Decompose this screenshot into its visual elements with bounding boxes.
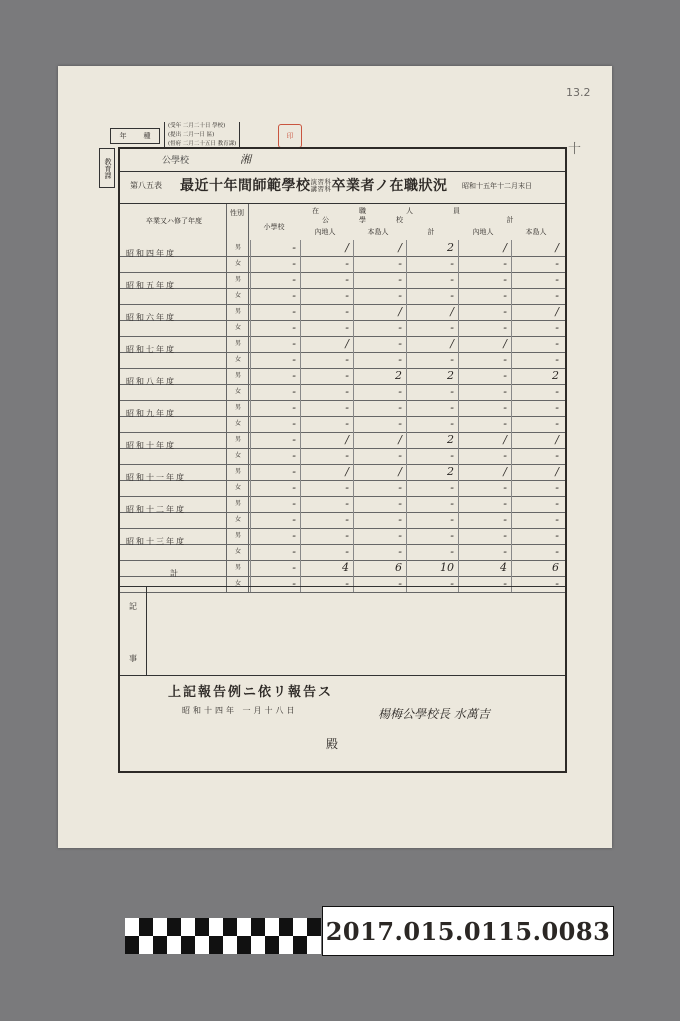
year-label: 計 <box>170 569 180 578</box>
table-cell: - <box>250 288 300 304</box>
table-cell: / <box>511 304 563 320</box>
sex-label: 男 <box>234 564 241 571</box>
school-line <box>120 149 565 172</box>
table-cell: / <box>406 336 458 352</box>
sex-label: 男 <box>234 468 241 475</box>
table-cell: - <box>511 320 563 336</box>
sex-label: 男 <box>234 532 241 539</box>
table-cell: 2 <box>511 368 563 384</box>
table-row <box>120 560 565 577</box>
table-cell: - <box>300 512 353 528</box>
table-cell: - <box>511 256 563 272</box>
school-printed: 公學校 <box>162 156 190 166</box>
sex-label: 男 <box>234 244 241 251</box>
table-row <box>120 432 565 449</box>
table-cell: - <box>250 240 300 256</box>
table-cell: / <box>300 432 353 448</box>
table-row <box>120 352 565 369</box>
table-cell: - <box>511 448 563 464</box>
receipt-note: (督府 二月二十五日 教育課) <box>168 141 237 147</box>
table-row <box>120 272 565 289</box>
table-cell: - <box>300 480 353 496</box>
sex-label: 男 <box>234 372 241 379</box>
table-cell: - <box>458 416 511 432</box>
header-total: 計 <box>506 216 514 224</box>
sex-label: 男 <box>234 308 241 315</box>
table-cell: / <box>406 304 458 320</box>
year-label: 昭和十一年度 <box>126 473 186 482</box>
table-cell: - <box>300 384 353 400</box>
table-cell: - <box>511 544 563 560</box>
header-honto: 本島人 <box>367 228 389 236</box>
table-cell: / <box>458 432 511 448</box>
table-cell: - <box>511 336 563 352</box>
table-cell: - <box>300 304 353 320</box>
table-cell: / <box>511 240 563 256</box>
table-cell: - <box>353 544 406 560</box>
remarks-box <box>120 586 565 676</box>
sex-label: 女 <box>234 484 241 491</box>
table-row <box>120 496 565 513</box>
table-row <box>120 544 565 561</box>
table-row <box>120 336 565 353</box>
table-cell: / <box>353 432 406 448</box>
table-cell: - <box>250 256 300 272</box>
table-cell: - <box>353 448 406 464</box>
table-row <box>120 288 565 305</box>
table-cell: - <box>250 480 300 496</box>
table-cell: - <box>300 400 353 416</box>
sex-label: 女 <box>234 580 241 587</box>
table-cell: - <box>511 416 563 432</box>
table-cell: 6 <box>511 560 563 576</box>
sex-label: 女 <box>234 516 241 523</box>
table-cell: - <box>300 352 353 368</box>
table-cell: - <box>250 320 300 336</box>
form-title <box>180 175 448 195</box>
header-naichi-total: 內地人 <box>472 228 494 236</box>
statistics-table <box>120 203 565 590</box>
table-cell: - <box>458 576 511 592</box>
header-year: 卒業又ハ修了年度 <box>146 217 202 225</box>
table-cell: - <box>250 304 300 320</box>
table-cell: - <box>250 448 300 464</box>
table-cell: - <box>406 576 458 592</box>
table-cell: - <box>300 576 353 592</box>
table-cell: - <box>511 384 563 400</box>
report-statement: 上記報告例ニ依リ報告ス <box>168 685 334 700</box>
table-row <box>120 304 565 321</box>
sex-label: 女 <box>234 420 241 427</box>
table-cell: - <box>458 256 511 272</box>
red-seal: 印 <box>278 124 302 148</box>
table-cell: / <box>300 464 353 480</box>
title-post: 卒業者ノ在職狀況 <box>331 178 448 194</box>
year-label: 昭和十二年度 <box>126 505 186 514</box>
table-row <box>120 256 565 273</box>
remarks-label-1: 記 <box>129 602 137 611</box>
receipt-notes <box>164 122 240 149</box>
table-cell: / <box>511 432 563 448</box>
table-cell: 4 <box>458 560 511 576</box>
table-cell: 2 <box>406 464 458 480</box>
table-cell: - <box>300 320 353 336</box>
table-cell: - <box>406 480 458 496</box>
table-cell: - <box>250 560 300 576</box>
header-honto-total: 本島人 <box>525 228 547 236</box>
table-cell: - <box>300 288 353 304</box>
header-sub-total: 計 <box>427 228 435 236</box>
table-row <box>120 448 565 465</box>
table-cell: 2 <box>406 240 458 256</box>
sex-label: 女 <box>234 292 241 299</box>
table-cell: - <box>406 544 458 560</box>
pencil-tick: 十 <box>568 142 582 157</box>
sex-label: 女 <box>234 356 241 363</box>
table-cell: - <box>458 496 511 512</box>
pencil-note: 13.2 <box>566 86 591 99</box>
table-cell: 10 <box>406 560 458 576</box>
table-cell: - <box>406 384 458 400</box>
table-cell: - <box>511 272 563 288</box>
table-cell: - <box>458 320 511 336</box>
as-of-date: 昭和十五年十二月末日 <box>462 182 532 190</box>
table-cell: / <box>300 240 353 256</box>
table-row <box>120 416 565 433</box>
table-cell: - <box>353 480 406 496</box>
table-cell: - <box>458 480 511 496</box>
sex-label: 男 <box>234 276 241 283</box>
table-cell: - <box>406 256 458 272</box>
table-cell: - <box>458 304 511 320</box>
table-cell: - <box>406 448 458 464</box>
table-cell: - <box>250 576 300 592</box>
year-label: 昭和七年度 <box>126 345 176 354</box>
table-cell: - <box>511 400 563 416</box>
table-row <box>120 384 565 401</box>
table-cell: / <box>458 464 511 480</box>
table-cell: - <box>406 320 458 336</box>
sex-label: 男 <box>234 436 241 443</box>
table-cell: - <box>250 496 300 512</box>
table-cell: / <box>458 336 511 352</box>
year-box-a: 年 <box>119 132 127 140</box>
table-cell: 6 <box>353 560 406 576</box>
title-small-bottom: 講習科 <box>310 185 332 193</box>
table-cell: / <box>353 464 406 480</box>
sex-label: 女 <box>234 452 241 459</box>
header-elementary: 小學校 <box>263 223 285 231</box>
table-cell: 2 <box>406 432 458 448</box>
receipt-note: (受年 二月二十日 學校) <box>168 123 226 129</box>
table-cell: - <box>250 384 300 400</box>
table-cell: - <box>300 528 353 544</box>
table-cell: - <box>458 384 511 400</box>
table-cell: - <box>406 400 458 416</box>
table-cell: - <box>511 528 563 544</box>
table-cell: - <box>406 416 458 432</box>
sex-label: 男 <box>234 404 241 411</box>
table-cell: - <box>353 352 406 368</box>
department-label: 教育課 <box>99 148 115 188</box>
table-cell: / <box>511 464 563 480</box>
receipt-note: (提出 二月一日 區) <box>168 132 215 138</box>
sex-label: 女 <box>234 324 241 331</box>
sex-label: 女 <box>234 260 241 267</box>
table-row <box>120 464 565 481</box>
sex-label: 男 <box>234 500 241 507</box>
table-cell: - <box>353 496 406 512</box>
table-row <box>120 480 565 497</box>
table-cell: - <box>406 512 458 528</box>
addressee: 殿 <box>326 737 339 751</box>
table-cell: - <box>300 368 353 384</box>
year-label: 昭和六年度 <box>126 313 176 322</box>
table-cell: - <box>250 400 300 416</box>
header-naichi: 內地人 <box>314 228 336 236</box>
table-cell: - <box>511 512 563 528</box>
year-box <box>110 128 160 144</box>
sex-label: 男 <box>234 340 241 347</box>
table-cell: - <box>511 288 563 304</box>
year-label: 昭和十年度 <box>126 441 176 450</box>
table-cell: 2 <box>353 368 406 384</box>
table-cell: - <box>250 368 300 384</box>
year-label: 昭和四年度 <box>126 249 176 258</box>
header-sex: 性別 <box>230 209 244 217</box>
sex-label: 女 <box>234 388 241 395</box>
table-cell: - <box>353 256 406 272</box>
table-cell: - <box>353 576 406 592</box>
table-cell: - <box>406 352 458 368</box>
table-row <box>120 320 565 337</box>
table-cell: - <box>250 272 300 288</box>
table-row <box>120 240 565 257</box>
table-cell: - <box>353 336 406 352</box>
sex-label: 女 <box>234 548 241 555</box>
form-frame <box>118 147 567 773</box>
remarks-divider <box>146 587 147 675</box>
table-cell: - <box>300 416 353 432</box>
table-cell: - <box>353 400 406 416</box>
remarks-label-2: 事 <box>129 654 137 663</box>
year-label: 昭和十三年度 <box>126 537 186 546</box>
table-row <box>120 528 565 545</box>
table-cell: - <box>458 272 511 288</box>
table-cell: - <box>250 352 300 368</box>
table-row <box>120 368 565 385</box>
table-cell: - <box>458 544 511 560</box>
table-cell: - <box>300 496 353 512</box>
table-cell: - <box>353 272 406 288</box>
school-handwritten: 湘 <box>240 153 251 166</box>
table-cell: 2 <box>406 368 458 384</box>
table-cell: - <box>300 544 353 560</box>
table-cell: / <box>353 304 406 320</box>
table-cell: - <box>406 496 458 512</box>
table-cell: - <box>250 336 300 352</box>
table-cell: - <box>250 432 300 448</box>
table-cell: - <box>511 496 563 512</box>
table-cell: / <box>300 336 353 352</box>
table-cell: - <box>511 576 563 592</box>
table-cell: - <box>511 352 563 368</box>
table-cell: - <box>458 352 511 368</box>
table-cell: - <box>300 256 353 272</box>
accession-number: 2017.015.0115.0083 <box>325 916 611 946</box>
table-cell: - <box>406 288 458 304</box>
table-cell: - <box>511 480 563 496</box>
table-cell: - <box>250 464 300 480</box>
table-cell: - <box>250 512 300 528</box>
header-in-office: 在職人員 <box>312 207 500 215</box>
table-cell: - <box>458 528 511 544</box>
header-public: 公學校 <box>322 216 433 224</box>
table-cell: - <box>353 416 406 432</box>
title-small-top: 演習科 <box>310 178 332 186</box>
table-cell: - <box>250 528 300 544</box>
table-cell: - <box>458 368 511 384</box>
table-cell: - <box>353 320 406 336</box>
accession-label <box>322 906 614 956</box>
sex-column-divider <box>248 204 249 592</box>
table-number: 第八五表 <box>130 181 162 190</box>
year-label: 昭和五年度 <box>126 281 176 290</box>
report-date: 昭和十四年 一月十八日 <box>182 706 298 715</box>
title-pre: 最近十年間師範學校 <box>180 178 311 194</box>
table-cell: - <box>458 288 511 304</box>
table-cell: - <box>353 512 406 528</box>
table-cell: - <box>406 272 458 288</box>
table-cell: - <box>353 288 406 304</box>
year-label: 昭和八年度 <box>126 377 176 386</box>
year-column-divider <box>226 204 227 592</box>
principal-signature: 楊梅公學校長 水萬吉 <box>378 707 490 721</box>
table-cell: - <box>300 448 353 464</box>
table-cell: - <box>300 272 353 288</box>
table-cell: - <box>250 544 300 560</box>
table-row <box>120 400 565 417</box>
table-row <box>120 512 565 529</box>
table-cell: - <box>458 400 511 416</box>
table-cell: / <box>353 240 406 256</box>
table-cell: - <box>406 528 458 544</box>
scale-checkerboard <box>125 918 321 954</box>
year-label: 昭和九年度 <box>126 409 176 418</box>
table-cell: 4 <box>300 560 353 576</box>
table-cell: - <box>458 512 511 528</box>
table-cell: - <box>250 416 300 432</box>
table-cell: - <box>458 448 511 464</box>
table-cell: - <box>353 528 406 544</box>
table-cell: - <box>353 384 406 400</box>
year-box-b: 種 <box>143 132 151 140</box>
table-cell: / <box>458 240 511 256</box>
